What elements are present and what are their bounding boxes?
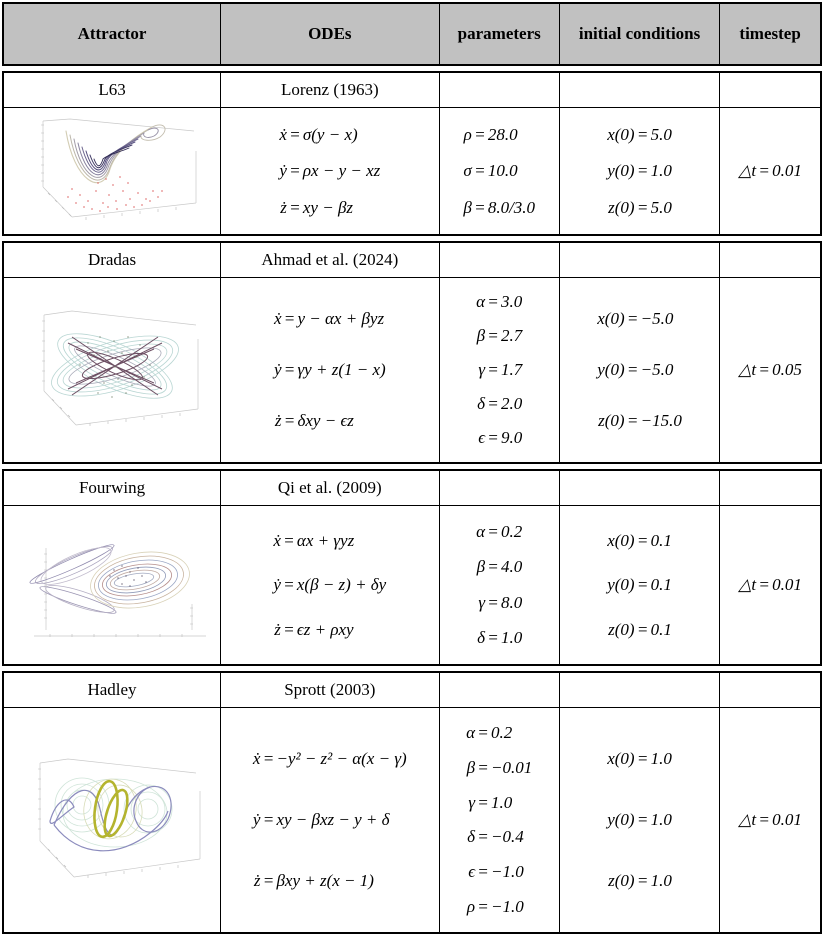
ode-lhs: ẏ [252, 810, 261, 829]
timestep-cell [720, 708, 821, 934]
equals-sign: = [487, 557, 499, 577]
odes-cell [221, 506, 440, 666]
ode-lhs: ẏ [273, 360, 282, 379]
table-header [2, 2, 822, 66]
ode-rhs: ρx − y − xz [302, 161, 381, 180]
section-fourwing [2, 469, 822, 666]
col-header-odes: ODEs [221, 3, 440, 65]
timestep-lhs: △t [738, 161, 757, 180]
parameters-cell [439, 108, 559, 236]
param-rhs: −0.01 [491, 757, 533, 777]
col-header-parameters: parameters [439, 3, 559, 65]
dradas-x-wings-3d-plot-icon [10, 291, 214, 449]
equals-sign: = [474, 161, 486, 180]
equals-sign: = [626, 360, 639, 379]
param-lhs: σ [463, 161, 472, 180]
param-lhs: β [476, 557, 486, 577]
attractor-name: Hadley [3, 672, 221, 708]
param-rhs: −0.4 [491, 827, 524, 847]
equals-sign: = [283, 360, 296, 379]
equals-sign: = [289, 161, 301, 180]
ode-lhs: ż [274, 619, 281, 639]
initial-conditions-cell [559, 278, 719, 464]
ic-lhs: x(0) [607, 749, 635, 768]
col-header-timestep: timestep [720, 3, 821, 65]
attractor-name: Fourwing [3, 470, 221, 506]
ode-lhs: ẏ [273, 575, 281, 594]
ode-rhs: −y² − z² − α(x − γ) [276, 749, 407, 768]
ode-rhs: βxy + z(x − 1) [276, 871, 374, 890]
equals-sign: = [487, 326, 499, 345]
param-lhs: α [476, 292, 486, 311]
initial-conditions-cell [559, 108, 719, 236]
equals-sign: = [283, 619, 295, 639]
ode-lhs: ẏ [279, 161, 287, 180]
param-rhs: −1.0 [491, 897, 524, 917]
param-rhs: 1.7 [501, 360, 523, 379]
ic-rhs: 1.0 [650, 749, 672, 768]
equals-sign: = [636, 530, 649, 550]
initial-conditions-cell [559, 506, 719, 666]
ic-lhs: z(0) [608, 197, 635, 217]
equals-sign: = [487, 292, 499, 311]
fourwing-bowtie-plot-icon [10, 518, 214, 652]
param-rhs: 1.0 [491, 792, 513, 812]
ic-lhs: y(0) [607, 575, 635, 594]
param-lhs: δ [477, 394, 486, 413]
param-lhs: γ [468, 792, 476, 812]
ic-lhs: y(0) [607, 161, 635, 180]
param-lhs: δ [467, 827, 476, 847]
ic-rhs: 0.1 [650, 575, 672, 594]
param-rhs: 1.0 [501, 628, 523, 648]
param-lhs: α [466, 722, 476, 742]
equals-sign: = [262, 749, 275, 768]
ode-lhs: ẋ [273, 530, 281, 550]
equals-sign: = [636, 749, 649, 768]
param-rhs: 2.7 [501, 326, 523, 345]
equals-sign: = [477, 897, 489, 917]
attractor-reference: Qi et al. (2009) [221, 470, 440, 506]
equals-sign: = [636, 161, 649, 180]
hadley-loops-3d-plot-icon [10, 725, 214, 915]
param-lhs: γ [478, 592, 486, 612]
ic-lhs: x(0) [607, 124, 635, 144]
equals-sign: = [758, 161, 770, 180]
equals-sign: = [474, 124, 486, 144]
col-header-attractor: Attractor [3, 3, 221, 65]
param-rhs: 3.0 [501, 292, 523, 311]
ic-lhs: y(0) [607, 810, 635, 829]
param-lhs: ρ [463, 124, 472, 144]
timestep-cell [720, 278, 821, 464]
timestep-lhs: △t [738, 360, 757, 379]
equals-sign: = [487, 628, 499, 648]
timestep-rhs: 0.01 [772, 161, 802, 180]
timestep-rhs: 0.01 [772, 810, 802, 829]
param-rhs: −1.0 [491, 862, 524, 882]
equals-sign: = [758, 810, 770, 829]
ic-lhs: x(0) [597, 309, 625, 328]
ode-rhs: δxy − ϵz [297, 411, 354, 430]
ic-lhs: x(0) [607, 530, 635, 550]
ic-rhs: 5.0 [650, 124, 672, 144]
equals-sign: = [636, 197, 649, 217]
section-hadley [2, 671, 822, 934]
param-rhs: 8.0 [501, 592, 523, 612]
param-lhs: β [466, 757, 476, 777]
ode-lhs: ż [280, 197, 287, 217]
attractor-name: L63 [3, 72, 221, 108]
param-rhs: 10.0 [487, 161, 518, 180]
param-lhs: ϵ [468, 862, 476, 882]
equals-sign: = [487, 360, 499, 379]
attractor-reference: Sprott (2003) [221, 672, 440, 708]
ic-lhs: z(0) [598, 411, 625, 430]
equals-sign: = [283, 530, 295, 550]
ode-rhs: αx + γyz [296, 530, 355, 550]
equals-sign: = [283, 309, 296, 328]
param-rhs: 9.0 [501, 428, 523, 447]
section-dradas [2, 241, 822, 464]
ic-rhs: −5.0 [640, 309, 674, 328]
ode-lhs: ẋ [273, 309, 282, 328]
attractor-plot-cell [3, 108, 221, 236]
odes-cell [221, 708, 440, 934]
equals-sign: = [758, 360, 770, 379]
ic-rhs: 0.1 [650, 619, 672, 639]
section-l63 [2, 71, 822, 236]
ode-lhs: ż [253, 871, 261, 890]
parameters-cell [439, 506, 559, 666]
equals-sign: = [636, 575, 649, 594]
equals-sign: = [487, 521, 499, 541]
equals-sign: = [289, 124, 301, 144]
equals-sign: = [636, 619, 649, 639]
ic-lhs: z(0) [608, 619, 635, 639]
attractor-reference: Ahmad et al. (2024) [221, 242, 440, 278]
ode-rhs: xy − βxz − y + δ [276, 810, 390, 829]
equals-sign: = [477, 792, 489, 812]
param-rhs: 8.0/3.0 [487, 197, 536, 217]
timestep-cell [720, 506, 821, 666]
equals-sign: = [477, 757, 489, 777]
col-header-initial-conditions: initial conditions [559, 3, 719, 65]
equals-sign: = [636, 124, 649, 144]
equals-sign: = [487, 428, 499, 447]
timestep-lhs: △t [738, 575, 757, 594]
ic-lhs: y(0) [597, 360, 625, 379]
ic-rhs: 5.0 [650, 197, 672, 217]
equals-sign: = [262, 810, 275, 829]
odes-cell [221, 108, 440, 236]
equals-sign: = [283, 575, 295, 594]
parameters-cell [439, 278, 559, 464]
param-rhs: 2.0 [501, 394, 523, 413]
attractor-plot-cell [3, 708, 221, 934]
ic-lhs: z(0) [608, 871, 635, 890]
ode-rhs: γy + z(1 − x) [297, 360, 386, 379]
ic-rhs: 1.0 [650, 810, 672, 829]
ic-rhs: −5.0 [640, 360, 674, 379]
param-lhs: ϵ [478, 428, 486, 447]
ic-rhs: 1.0 [650, 871, 672, 890]
param-rhs: 4.0 [501, 557, 523, 577]
attractor-plot-cell [3, 278, 221, 464]
odes-cell [221, 278, 440, 464]
param-lhs: δ [477, 628, 486, 648]
equals-sign: = [477, 862, 489, 882]
equals-sign: = [283, 411, 296, 430]
param-lhs: β [463, 197, 472, 217]
attractor-name: Dradas [3, 242, 221, 278]
param-lhs: α [476, 521, 486, 541]
ode-rhs: y − αx + βyz [297, 309, 385, 328]
ode-rhs: ϵz + ρxy [296, 619, 354, 639]
ode-lhs: ż [274, 411, 282, 430]
ode-rhs: σ(y − x) [302, 124, 358, 144]
param-rhs: 0.2 [491, 722, 513, 742]
equals-sign: = [474, 197, 486, 217]
ode-rhs: xy − βz [302, 197, 354, 217]
attractor-reference: Lorenz (1963) [221, 72, 440, 108]
param-lhs: β [476, 326, 486, 345]
param-lhs: γ [478, 360, 486, 379]
parameters-cell [439, 708, 559, 934]
equals-sign: = [477, 722, 489, 742]
equals-sign: = [262, 871, 275, 890]
ic-rhs: 0.1 [650, 530, 672, 550]
timestep-rhs: 0.01 [772, 575, 802, 594]
initial-conditions-cell [559, 708, 719, 934]
ode-lhs: ẋ [252, 749, 261, 768]
attractor-plot-cell [3, 506, 221, 666]
equals-sign: = [626, 309, 639, 328]
ic-rhs: −15.0 [640, 411, 682, 430]
ic-rhs: 1.0 [650, 161, 672, 180]
equals-sign: = [289, 197, 301, 217]
equals-sign: = [487, 592, 499, 612]
param-lhs: ρ [466, 897, 476, 917]
param-rhs: 28.0 [487, 124, 518, 144]
equals-sign: = [487, 394, 499, 413]
lorenz-butterfly-3d-plot-icon [10, 111, 214, 231]
timestep-rhs: 0.05 [772, 360, 802, 379]
equals-sign: = [626, 411, 639, 430]
equals-sign: = [477, 827, 489, 847]
equals-sign: = [636, 810, 649, 829]
param-rhs: 0.2 [501, 521, 523, 541]
timestep-cell [720, 108, 821, 236]
timestep-lhs: △t [738, 810, 757, 829]
equals-sign: = [758, 575, 770, 594]
ode-rhs: x(β − z) + δy [296, 575, 387, 594]
ode-lhs: ẋ [279, 124, 287, 144]
equals-sign: = [636, 871, 649, 890]
